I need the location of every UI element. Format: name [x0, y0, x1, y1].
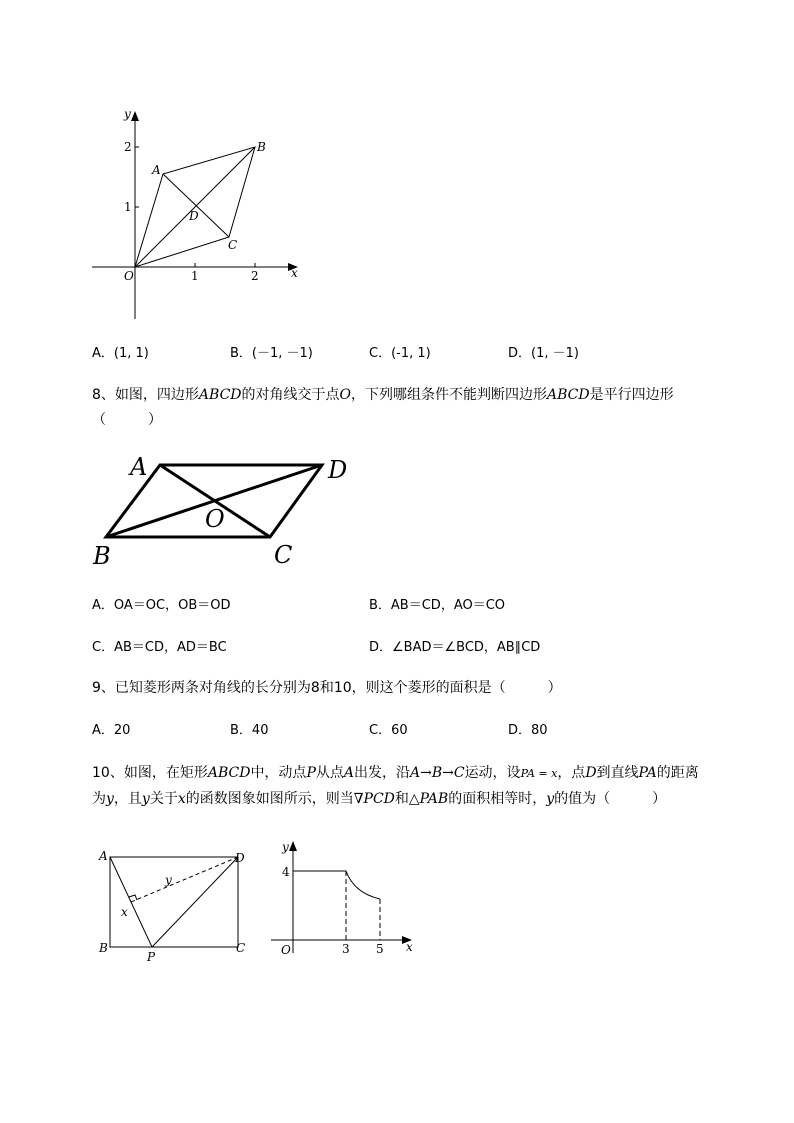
q8-option-b[interactable]: B．AB＝CD，AO＝CO	[369, 598, 506, 613]
label-c: C	[236, 941, 246, 955]
label-c: C	[274, 541, 293, 569]
q8-answer-blank: （ ）	[92, 412, 162, 428]
label-y: y	[124, 107, 131, 121]
q8-option-d[interactable]: D．∠BAD＝∠BCD，AB∥CD	[369, 640, 541, 655]
q8-text-3: ，下列哪组条件不能判断四边形	[351, 387, 548, 403]
q10-var: PA	[638, 765, 657, 781]
q10-function-graph	[268, 835, 418, 960]
q10-var: PAB	[419, 791, 449, 807]
value-4: 4	[282, 865, 290, 879]
tick-label-x2: 2	[251, 269, 259, 283]
q9-option-b[interactable]: B．40	[230, 723, 269, 738]
q9-question: 9、已知菱形两条对角线的长分别为8和10，则这个菱形的面积是（ ）	[92, 680, 562, 696]
label-p: P	[147, 950, 156, 964]
label-d: D	[235, 851, 245, 865]
q8-question	[92, 385, 674, 405]
q10-text: 为	[92, 791, 106, 807]
q8-text-1: 8、如图，四边形	[92, 387, 199, 403]
q8-text-4: 是平行四边形	[589, 387, 674, 403]
q8-var-abcd-2: ABCD	[547, 387, 590, 403]
q10-text: ，点	[557, 765, 586, 781]
q10-var: A→B→C	[409, 765, 465, 781]
label-y: y	[282, 840, 289, 854]
label-o: O	[205, 505, 225, 533]
perpendicular-dashed	[131, 857, 238, 902]
q10-text: 的距离	[656, 765, 699, 781]
q8-var-o: O	[339, 387, 352, 403]
rectangle-abcd	[110, 857, 238, 947]
q10-text: ，且	[113, 791, 142, 807]
q8-text-2: 的对角线交于点	[241, 387, 340, 403]
y-axis-arrow-icon	[131, 111, 139, 121]
label-origin: O	[124, 269, 134, 283]
q10-text: 的面积相等时，	[448, 791, 547, 807]
q10-text: 和△	[394, 791, 420, 807]
q7-option-c[interactable]: C．(-1, 1)	[369, 346, 431, 361]
q7-option-a[interactable]: A．(1, 1)	[92, 346, 149, 361]
y-axis-arrow-icon	[289, 841, 297, 851]
label-point-a: A	[152, 163, 161, 177]
label-a: A	[130, 453, 148, 481]
label-point-b: B	[257, 140, 266, 154]
label-b: B	[99, 941, 108, 955]
tick-label-y1: 1	[124, 200, 132, 214]
q10-question-line1	[92, 763, 699, 784]
q10-text: 中，动点	[250, 765, 307, 781]
q9-option-c[interactable]: C．60	[369, 723, 408, 738]
q10-rectangle-figure	[92, 843, 262, 968]
label-y: y	[165, 873, 172, 887]
q10-text: 到直线	[596, 765, 639, 781]
label-x: x	[121, 905, 128, 919]
segment-pd	[152, 857, 238, 947]
q10-var: y	[546, 791, 555, 807]
tick-label-5: 5	[376, 942, 384, 956]
label-origin: O	[281, 943, 291, 957]
label-point-d: D	[189, 209, 199, 223]
q7-option-d[interactable]: D．(1, －1)	[508, 346, 579, 361]
q9-option-a[interactable]: A．20	[92, 723, 131, 738]
q8-var-abcd: ABCD	[198, 387, 242, 403]
q8-option-c[interactable]: C．AB＝CD，AD＝BC	[92, 640, 227, 655]
tick-label-x1: 1	[191, 269, 199, 283]
tick-label-y2: 2	[124, 140, 132, 154]
q10-var: y	[106, 791, 114, 807]
tick-label-3: 3	[342, 942, 350, 956]
q10-text: 关于	[149, 791, 178, 807]
q7-option-b[interactable]: B．(－1, －1)	[230, 346, 313, 361]
q10-var: A	[343, 765, 354, 781]
q7-coordinate-figure	[88, 104, 308, 326]
label-d: D	[328, 456, 348, 484]
q9-option-d[interactable]: D．80	[508, 723, 548, 738]
label-a: A	[99, 849, 108, 863]
label-x: x	[291, 266, 298, 280]
q10-question-line2	[92, 789, 666, 809]
q10-var: ∇PCD	[353, 791, 395, 807]
q10-var: PA = x	[520, 767, 558, 780]
q10-var: ABCD	[207, 765, 251, 781]
label-point-c: C	[228, 238, 238, 252]
q10-var: x	[177, 791, 186, 807]
q8-option-a[interactable]: A．OA＝OC，OB＝OD	[92, 598, 231, 613]
q10-text: 从点	[315, 765, 344, 781]
label-b: B	[93, 542, 111, 570]
q10-var: P	[306, 765, 316, 781]
q8-parallelogram-figure	[88, 446, 368, 576]
function-curve	[293, 871, 380, 899]
q10-text: 10、如图，在矩形	[92, 765, 208, 781]
q10-text: 运动，设	[464, 765, 521, 781]
q10-text: 的函数图象如图所示，则当	[185, 791, 354, 807]
q10-var: D	[585, 765, 597, 781]
label-x: x	[406, 940, 413, 954]
q10-var: y	[141, 791, 150, 807]
q10-text: 出发，沿	[353, 765, 410, 781]
q10-text: 的值为（ ）	[554, 791, 667, 807]
